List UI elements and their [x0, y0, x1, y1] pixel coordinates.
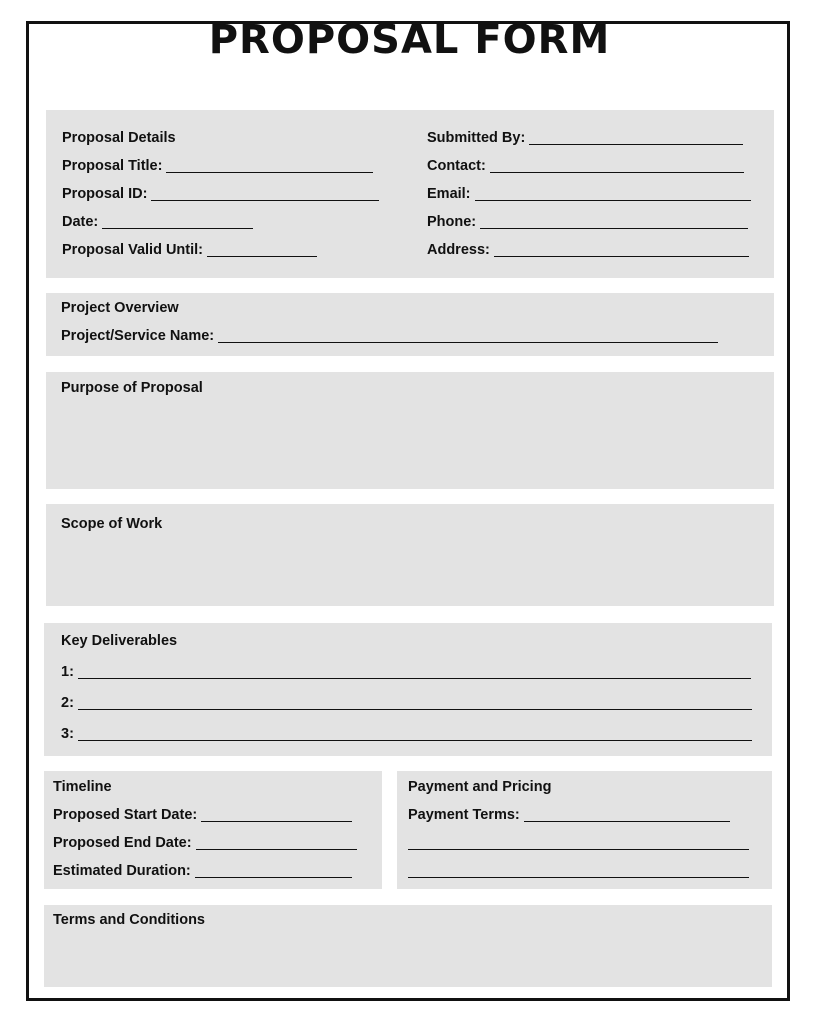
proposal-id-field[interactable]: Proposal ID:: [62, 187, 379, 202]
deliverable-2-field[interactable]: 2:: [61, 696, 752, 711]
project-overview-heading: Project Overview: [61, 300, 179, 316]
submitted-by-field[interactable]: Submitted By:: [427, 131, 743, 146]
form-title: PROPOSAL FORM: [208, 17, 611, 63]
contact-field[interactable]: Contact:: [427, 159, 744, 174]
estimated-duration-field[interactable]: Estimated Duration:: [53, 864, 352, 879]
purpose-heading: Purpose of Proposal: [61, 380, 203, 396]
timeline-heading: Timeline: [53, 779, 112, 795]
email-field[interactable]: Email:: [427, 187, 751, 202]
key-deliverables-heading: Key Deliverables: [61, 633, 178, 649]
proposal-valid-until-field[interactable]: Proposal Valid Until:: [62, 243, 317, 258]
payment-blank-line-2[interactable]: [408, 877, 749, 878]
address-field[interactable]: Address:: [427, 243, 749, 258]
deliverable-1-field[interactable]: 1:: [61, 665, 751, 680]
payment-heading: Payment and Pricing: [408, 779, 552, 795]
payment-blank-line-1[interactable]: [408, 849, 749, 850]
proposal-title-field[interactable]: Proposal Title:: [62, 159, 373, 174]
scope-heading: Scope of Work: [61, 516, 163, 532]
proposal-details-heading: Proposal Details: [62, 130, 176, 146]
deliverable-3-field[interactable]: 3:: [61, 727, 752, 742]
project-service-name-field[interactable]: Project/Service Name:: [61, 329, 718, 344]
proposed-end-date-field[interactable]: Proposed End Date:: [53, 836, 357, 851]
phone-field[interactable]: Phone:: [427, 215, 748, 230]
terms-heading: Terms and Conditions: [53, 912, 205, 928]
proposed-start-date-field[interactable]: Proposed Start Date:: [53, 808, 352, 823]
payment-terms-field[interactable]: Payment Terms:: [408, 808, 730, 823]
date-field[interactable]: Date:: [62, 215, 253, 230]
